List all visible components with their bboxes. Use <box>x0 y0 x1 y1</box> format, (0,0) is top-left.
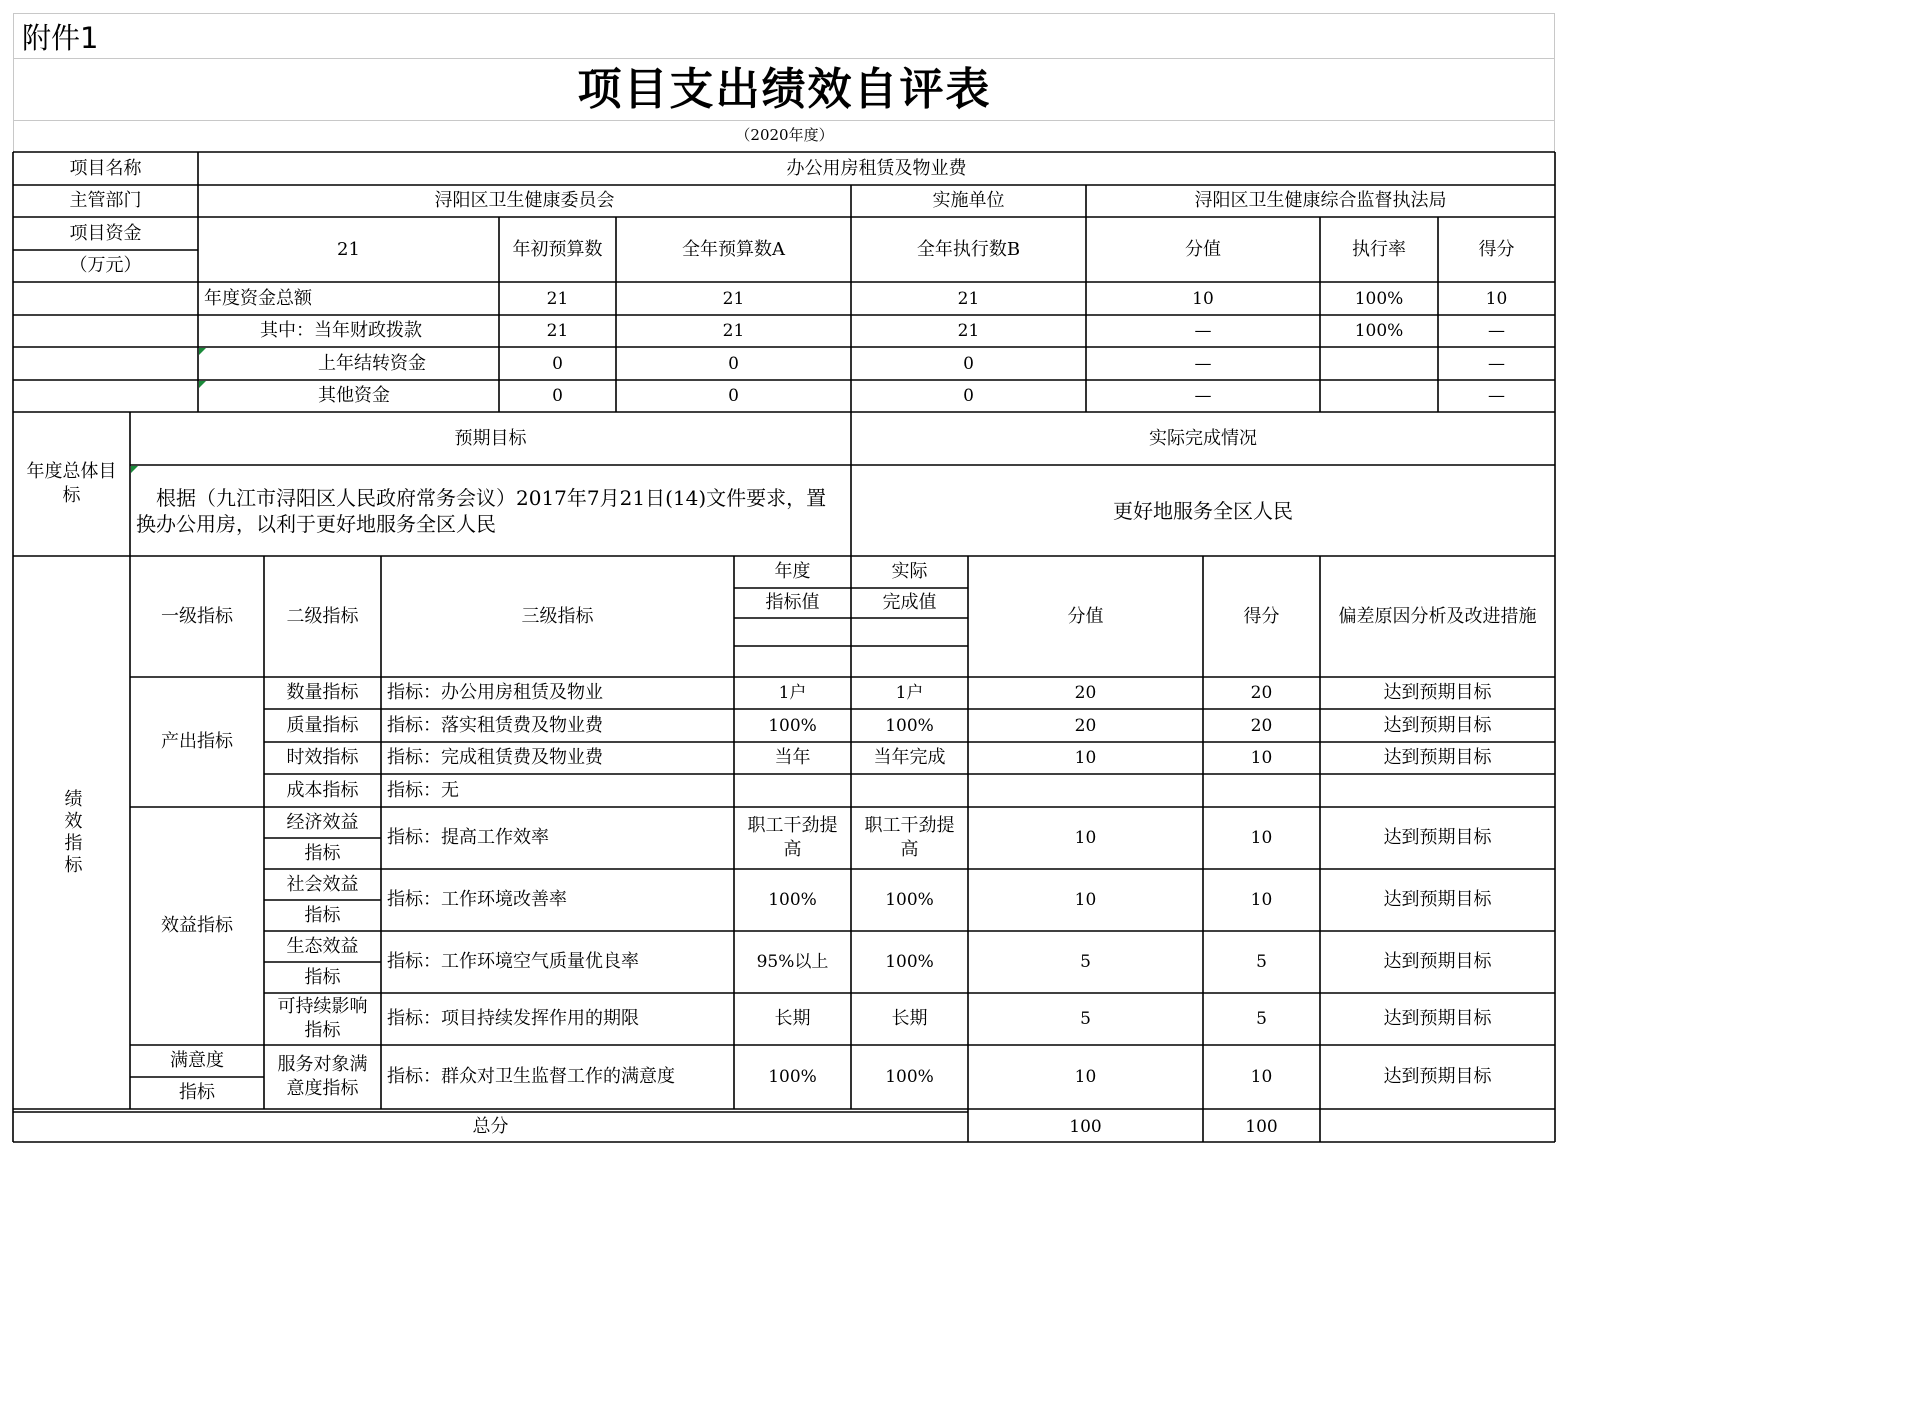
indicator-actual: 100% <box>885 890 934 910</box>
funds-row-init: 21 <box>546 321 569 341</box>
funds-row-exec: 21 <box>957 321 980 341</box>
indicator-target: 95%以上 <box>756 952 829 972</box>
header-level2: 二级指标 <box>286 605 359 627</box>
impl-value: 浔阳区卫生健康综合监督执法局 <box>1194 190 1447 211</box>
project-name-label: 项目名称 <box>69 157 142 179</box>
total-label: 总分 <box>472 1116 509 1137</box>
indicator-deviation: 达到预期目标 <box>1383 714 1492 736</box>
satisfaction-label-1: 满意度 <box>170 1050 224 1071</box>
total-score-value: 100 <box>1069 1117 1102 1137</box>
indicator-score: 10 <box>1250 828 1273 848</box>
goals-label: 年度总体目标 <box>26 461 117 506</box>
indicator-level3: 指标：办公用房租赁及物业 <box>387 682 603 703</box>
indicator-deviation: 达到预期目标 <box>1383 682 1492 703</box>
output-indicators-label: 产出指标 <box>161 731 233 752</box>
header-annual-budget: 全年预算数A <box>682 238 785 260</box>
goals-expected-header: 预期目标 <box>454 427 527 449</box>
header-exec-rate: 执行率 <box>1352 238 1406 260</box>
indicator-level2-b: 指标 <box>304 966 341 988</box>
indicator-actual: 当年完成 <box>873 747 946 768</box>
indicator-target: 100% <box>768 890 817 910</box>
indicator-level2: 时效指标 <box>286 747 359 768</box>
indicator-score-value: 10 <box>1074 828 1097 848</box>
indicator-score-value: 10 <box>1074 1067 1097 1087</box>
indicator-score: 5 <box>1256 952 1267 972</box>
indicator-target: 当年 <box>774 747 811 768</box>
goals-actual-text: 更好地服务全区人民 <box>1113 498 1293 523</box>
funds-row-score: — <box>1488 353 1505 374</box>
indicators-section-label: 绩效指标 <box>61 788 83 877</box>
indicator-level2: 可持续影响指标 <box>277 996 368 1041</box>
funds-row-score-value: — <box>1194 353 1212 374</box>
indicator-score-value <box>968 774 1203 807</box>
funds-row-score: — <box>1488 386 1505 406</box>
indicator-target <box>734 774 851 807</box>
indicator-actual: 100% <box>885 1067 934 1087</box>
indicator-score-value: 20 <box>1074 715 1097 736</box>
indicator-level2: 成本指标 <box>286 779 359 801</box>
funds-row-label: 其他资金 <box>318 385 390 406</box>
indicator-score: 20 <box>1250 683 1273 703</box>
header-actual-1: 实际 <box>891 561 928 582</box>
funds-row-annual: 21 <box>722 288 745 309</box>
funds-row-rate <box>1320 380 1438 412</box>
indicator-deviation: 达到预期目标 <box>1383 1008 1492 1029</box>
funds-row-label: 其中：当年财政拨款 <box>260 320 422 341</box>
funds-row-score-value: — <box>1194 321 1212 341</box>
indicator-level3: 指标：项目持续发挥作用的期限 <box>387 1008 639 1029</box>
indicator-deviation: 达到预期目标 <box>1383 827 1492 848</box>
funds-row-annual: 21 <box>722 321 745 341</box>
funds-row-init: 0 <box>552 386 563 406</box>
indicator-score: 5 <box>1256 1009 1267 1029</box>
indicator-score-value: 10 <box>1074 890 1097 910</box>
year-label: （2020年度） <box>735 126 834 144</box>
benefit-indicators-label: 效益指标 <box>161 915 233 936</box>
impl-label: 实施单位 <box>932 190 1005 211</box>
indicator-level2-a: 生态效益 <box>286 935 359 957</box>
indicator-target: 1户 <box>778 683 807 703</box>
funds-label-1: 项目资金 <box>69 222 142 244</box>
indicator-score-value: 5 <box>1080 1009 1091 1029</box>
indicator-level2-b: 指标 <box>304 842 341 864</box>
indicator-actual: 1户 <box>895 683 924 703</box>
indicator-level3: 指标：完成租赁费及物业费 <box>387 747 603 768</box>
indicator-deviation: 达到预期目标 <box>1383 1066 1492 1087</box>
funds-row-annual: 0 <box>728 386 739 406</box>
indicator-actual: 职工干劲提高 <box>864 815 955 860</box>
indicator-level2-a: 经济效益 <box>286 811 359 833</box>
header-score: 得分 <box>1478 238 1515 260</box>
indicator-target: 职工干劲提高 <box>747 815 838 860</box>
indicator-score: 10 <box>1250 890 1273 910</box>
funds-row-exec: 0 <box>963 353 974 374</box>
indicator-deviation: 达到预期目标 <box>1383 747 1492 768</box>
indicator-actual <box>851 774 968 807</box>
indicator-level3: 指标：落实租赁费及物业费 <box>387 714 603 736</box>
indicator-level2: 服务对象满意度指标 <box>277 1054 368 1099</box>
funds-row-rate: 100% <box>1354 288 1404 309</box>
funds-row-score-value: — <box>1194 386 1212 406</box>
indicator-target: 长期 <box>774 1008 811 1029</box>
goals-expected-text: 根据（九江市浔阳区人民政府常务会议）2017年7月21日(14)文件要求，置换办公用房，以利于更好地服务全区人民 <box>136 485 827 536</box>
satisfaction-label-2: 指标 <box>179 1082 215 1103</box>
funds-row-score: — <box>1488 321 1505 341</box>
funds-row-init: 21 <box>546 288 569 309</box>
total-score: 100 <box>1245 1117 1278 1137</box>
funds-code: 21 <box>337 238 360 260</box>
indicator-level2-a: 社会效益 <box>286 873 359 895</box>
indicator-deviation: 达到预期目标 <box>1383 889 1492 910</box>
dept-value: 浔阳区卫生健康委员会 <box>434 190 615 211</box>
funds-label-2: （万元） <box>69 255 142 276</box>
indicator-score <box>1203 774 1320 807</box>
indicator-level3: 指标：工作环境改善率 <box>387 889 567 910</box>
frame-line-1 <box>13 58 1555 59</box>
funds-row-exec: 0 <box>963 386 974 406</box>
funds-row-label: 上年结转资金 <box>318 352 426 374</box>
frame-top <box>13 13 1555 14</box>
indicator-target: 100% <box>768 1067 817 1087</box>
indicator-score: 10 <box>1250 748 1273 768</box>
indicator-level3: 指标：无 <box>387 779 459 801</box>
header-annual-exec: 全年执行数B <box>916 238 1021 260</box>
indicator-level2-b: 指标 <box>304 904 341 926</box>
indicator-score: 20 <box>1250 715 1273 736</box>
indicator-level3: 指标：工作环境空气质量优良率 <box>387 951 639 972</box>
indicator-deviation: 达到预期目标 <box>1383 951 1492 972</box>
indicator-actual: 100% <box>885 952 934 972</box>
header-level3: 三级指标 <box>521 605 594 627</box>
indicator-score-value: 5 <box>1080 952 1091 972</box>
project-name-value: 办公用房租赁及物业费 <box>786 157 967 179</box>
page-title: 项目支出绩效自评表 <box>577 64 992 115</box>
header-level1: 一级指标 <box>161 605 233 627</box>
goals-actual-header: 实际完成情况 <box>1149 427 1257 449</box>
funds-row-init: 0 <box>552 353 563 374</box>
funds-row-rate <box>1320 347 1438 380</box>
indicator-score-value: 10 <box>1074 748 1097 768</box>
indicator-deviation <box>1320 774 1555 807</box>
header-score-value: 分值 <box>1185 238 1221 260</box>
indicator-level3: 指标：群众对卫生监督工作的满意度 <box>387 1066 675 1087</box>
header-indicator-score: 得分 <box>1243 605 1280 627</box>
funds-row-label: 年度资金总额 <box>204 287 312 309</box>
header-actual-2: 完成值 <box>882 592 937 613</box>
indicator-score-value: 20 <box>1074 683 1097 703</box>
dept-label: 主管部门 <box>69 190 142 211</box>
funds-row-annual: 0 <box>728 353 739 374</box>
header-init-budget: 年初预算数 <box>512 238 603 260</box>
indicator-level3: 指标：提高工作效率 <box>387 827 549 848</box>
annex-label: 附件1 <box>22 21 99 55</box>
indicator-level2: 质量指标 <box>286 714 359 736</box>
indicator-level2: 数量指标 <box>286 682 359 703</box>
header-deviation: 偏差原因分析及改进措施 <box>1338 605 1537 627</box>
funds-row-score-value: 10 <box>1192 288 1214 309</box>
header-target-2: 指标值 <box>765 592 820 613</box>
indicator-actual: 100% <box>885 715 934 736</box>
indicator-target: 100% <box>768 715 817 736</box>
header-target-1: 年度 <box>774 561 811 582</box>
funds-row-exec: 21 <box>957 288 980 309</box>
funds-row-score: 10 <box>1485 288 1508 309</box>
header-indicator-score-value: 分值 <box>1067 605 1104 627</box>
funds-row-rate: 100% <box>1354 321 1404 341</box>
indicator-actual: 长期 <box>891 1008 928 1029</box>
indicator-score: 10 <box>1250 1067 1273 1087</box>
